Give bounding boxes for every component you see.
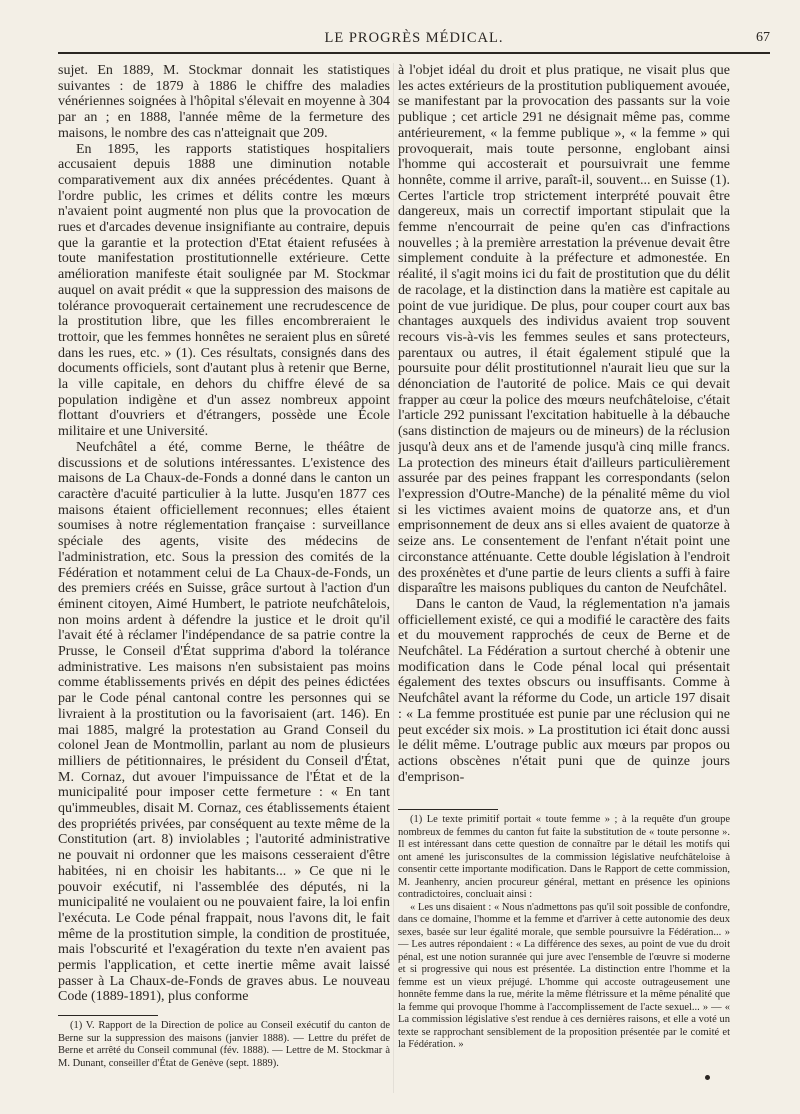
footnotes xyxy=(58,1020,390,1070)
ornament-dot xyxy=(705,1075,710,1080)
footnote: (1) V. Rapport de la Direction de police au Conseil exécutif du canton de Berne sur la suppression des maisons (janvier 1888). — Lettre du préfet de Berne et arrêté du Conseil communal (fév. 1888). — Lettre de M. Stockmar à M. Dunant, conseiller d'État de Genève (sept. 1889). xyxy=(58,1020,390,1069)
paragraph: En 1895, les rapports statistiques hospitaliers accusaient depuis 1888 une diminution notable comparativement aux dix années précédentes. Quant à l'ordre public, les crimes et délits contre les mœurs n'avaient point augmenté non plus que la provocation de rues et d'arcades devenue insignifiante au contraire, depuis que la garantie et la protection d'Etat étaient refusées à toute manifestation prostitutionnelle extérieure. Cette amélioration manifeste était soulignée par M. Stockmar auquel on avait prédit « que la suppression des maisons de tolérance provoquerait certainement une recrudescence de la prostitution libre, que les filles encombreraient le trottoir, que les femmes honnêtes ne seraient plus en sûreté dans les rues, etc. » (1). Ces résultats, consignés dans des documents officiels, sont d'autant plus à retenir que Berne, la ville capitale, en dehors du chiffre élevé de sa population indigène et d'un assez nombreux appoint flottant d'ouvriers et d'étrangers, possède une École militaire et une Université. xyxy=(58,141,390,440)
right-column-body xyxy=(398,63,730,803)
journal-title: LE PROGRÈS MÉDICAL. xyxy=(324,30,504,46)
paragraph: Neufchâtel a été, comme Berne, le théâtre de discussions et de solutions intéressantes. L'existence des maisons de La Chaux-de-Fonds a donné dans le canton un caractère d'acuité particulier à la lutte. Jusqu'en 1877 ces maisons étaient officiellement reconnues; elles étaient soumises à notre réglementation française : surveillance spéciale des agents, visite des médecins de l'administration, etc. Sous la pression des comités de la Fédération et notamment celui de La Chaux-de-Fonds, un des premiers créés en Suisse, grâce surtout à l'action d'un éminent citoyen, Aimé Humbert, le patriote neufchâtelois, non moins ardent à défendre la justice et le droit qu'il l'avait été à réclamer l'indépendance de sa patrie contre la Prusse, le Conseil d'État supprima d'abord la tolérance administrative. Les maisons n'en subsistaient pas moins comme établissements privés en dépit des peines édictées par le Code pénal cantonal contre les personnes qui se livraient à la prostitution ou la favorisaient (art. 146). En mai 1885, malgré la protestation au Grand Conseil du colonel Jean de Montmollin, parlant au nom de plusieurs milliers de pétitionnaires, le président du Conseil d'État, M. Cornaz, dut avouer l'impuissance de l'État et de la municipalité pour imposer cette fermeture : « En tant qu'immeubles, disait M. Cornaz, ces établissements étaient des propriétés privées, par conséquent au texte même de la Constitution (art. 8) inviolables ; l'autorité administrative ne pouvait ni ordonner que les maisons cesseraient d'être habitées, ni en choisir les habitants... » Ce que ni le pouvoir exécutif, ni l'assemblée des députés, ni la municipalité ne voulaient ou ne pouvaient faire, la loi enfin l'exécuta. Le Code pénal frappait, nous l'avons dit, le fait même de la prostitution simple, la condition de prostituée, mais l'obscurité et l'exagération du texte n'en avaient pas permis l'application, et cette inertie même avait laissé passer à La Chaux-de-Fonds de graves abus. Le nouveau Code (1889-1891), plus conforme xyxy=(58,439,390,1005)
paragraph: sujet. En 1889, M. Stockmar donnait les statistiques suivantes : de 1879 à 1886 le chiffre des maladies vénériennes soignées à l'hôpital s'élevait en moyenne à 304 par an ; en 1888, l'année même de la fermeture des maisons, le nombre des cas n'atteignait que 209. xyxy=(58,63,390,141)
paragraph: à l'objet idéal du droit et plus pratique, ne visait plus que les actes extérieurs de la prostitution publiquement avouée, se manifestant par la provocation des passants sur la voie publique ; cet article 291 ne désignait même pas, comme antérieurement, « la femme publique », « la femme » qui provoquerait, mais toute personne, englobant ainsi l'homme qui accosterait et poursuivrait une femme honnête, comme il arrive, paraît-il, souvent... en Suisse (1). Certes l'article trop strictement interprété pouvait être dangereux, mais un correctif important stipulait que la femme n'encourrait de peine qu'en cas d'infractions nouvelles ; à la première arrestation la prévenue devait être simplement conduite à la préfecture et admonestée. En réalité, il s'agit moins ici du fait de prostitution que du délit de racolage, et la distinction dans la matière est capitale au point de vue juridique. De plus, pour couper court aux bas chantages auxquels des individus avaient trop souvent recours vis-à-vis les femmes seules et sans protecteurs, parentaux ou autres, il était également stipulé que la poursuite pour délit prostitutionnel n'aurait lieu que sur la dénonciation de l'autorité de police. Mais ce qui devait frapper au cœur la police des mœurs neufchâteloise, c'était l'article 292 punissant l'excitation habituelle à la débauche (sans distinction de majeurs ou de mineurs) de la réclusion jusqu'à deux ans et de l'amende jusqu'à cinq mille francs. La protection des mineurs était d'ailleurs particulièrement assurée par des peines frappant les correspondants (selon l'expression d'Outre-Manche) de la pénalité même du viol si les victimes avaient moins de quatorze ans, et d'un emprisonnement de deux ans si elles avaient de quatorze à seize ans. Le consentement de l'enfant n'était point une circonstance atténuante. Cette double législation à l'endroit des proxénètes et d'une partie de leurs clients a suffi à faire disparaître les maisons publiques du canton de Neufchâtel. xyxy=(398,63,730,597)
column-separator xyxy=(393,63,394,1093)
footnote-divider xyxy=(398,809,498,810)
footnote: « Les uns disaient : « Nous n'admettons pas qu'il soit possible de confondre, dans ce domaine, l'homme et la femme et d'arriver à cette autonomie des deux sexes, basée sur leur égalité morale, que semble poursuivre la Fédération... » — Les autres répondaient : « La différence des sexes, au point de vue du droit pénal, est une notion surannée qui jure avec l'ensemble de l'œuvre si moderne et si progressive qui nous est présentée. La distinction entre l'homme et la femme est un vieux préjugé. L'homme qui accoste outrageusement une honnête femme dans la rue, mérite la même flétrissure et la même pénalité que la femme qui provoque l'homme à l'accomplissement de l'acte sexuel... » — « La commission législative s'est rendue à ces dernières raisons, et elle a voté un texte se rapprochant sensiblement de la proposition présentée par le comité et la Fédération. » xyxy=(398,901,730,1050)
footnotes xyxy=(398,814,730,1052)
paragraph: Dans le canton de Vaud, la réglementation n'a jamais officiellement existé, ce qui a modifié le caractère des faits et du mouvement rapprochés de ceux de Berne et de Neufchâtel. La Fédération a surtout cherché à obtenir une modification dans le Code pénal local qui présentait également des textes obscurs ou insuffisants. Comme à Neufchâtel avant la réforme du Code, un article 197 disait : « La femme prostituée est punie par une réclusion qui ne peut excéder six mois. » La prostitution ici était donc aussi le délit même. L'outrage public aux mœurs par propos ou actions obscènes n'était puni que de quinze jours d'emprison- xyxy=(398,596,730,785)
footnote: (1) Le texte primitif portait « toute femme » ; à la requête d'un groupe nombreux de femmes du canton fut faite la substitution de « toute personne ». Il est intéressant dans cette question de connaître par le détail les motifs qui ont amené les jurisconsultes de la commission législative neufchâteloise à consentir cette importante modification. Dans le Rapport de cette commission, M. Jeanhenry, ancien procureur général, mettant en présence les opinions contradictoires, concluait ainsi : xyxy=(398,814,730,900)
footnote-divider xyxy=(58,1015,158,1016)
page-number: 67 xyxy=(756,30,770,45)
right-column xyxy=(398,63,730,1098)
left-column-body xyxy=(58,63,390,1009)
left-column xyxy=(58,63,390,1093)
page-header xyxy=(58,28,770,54)
